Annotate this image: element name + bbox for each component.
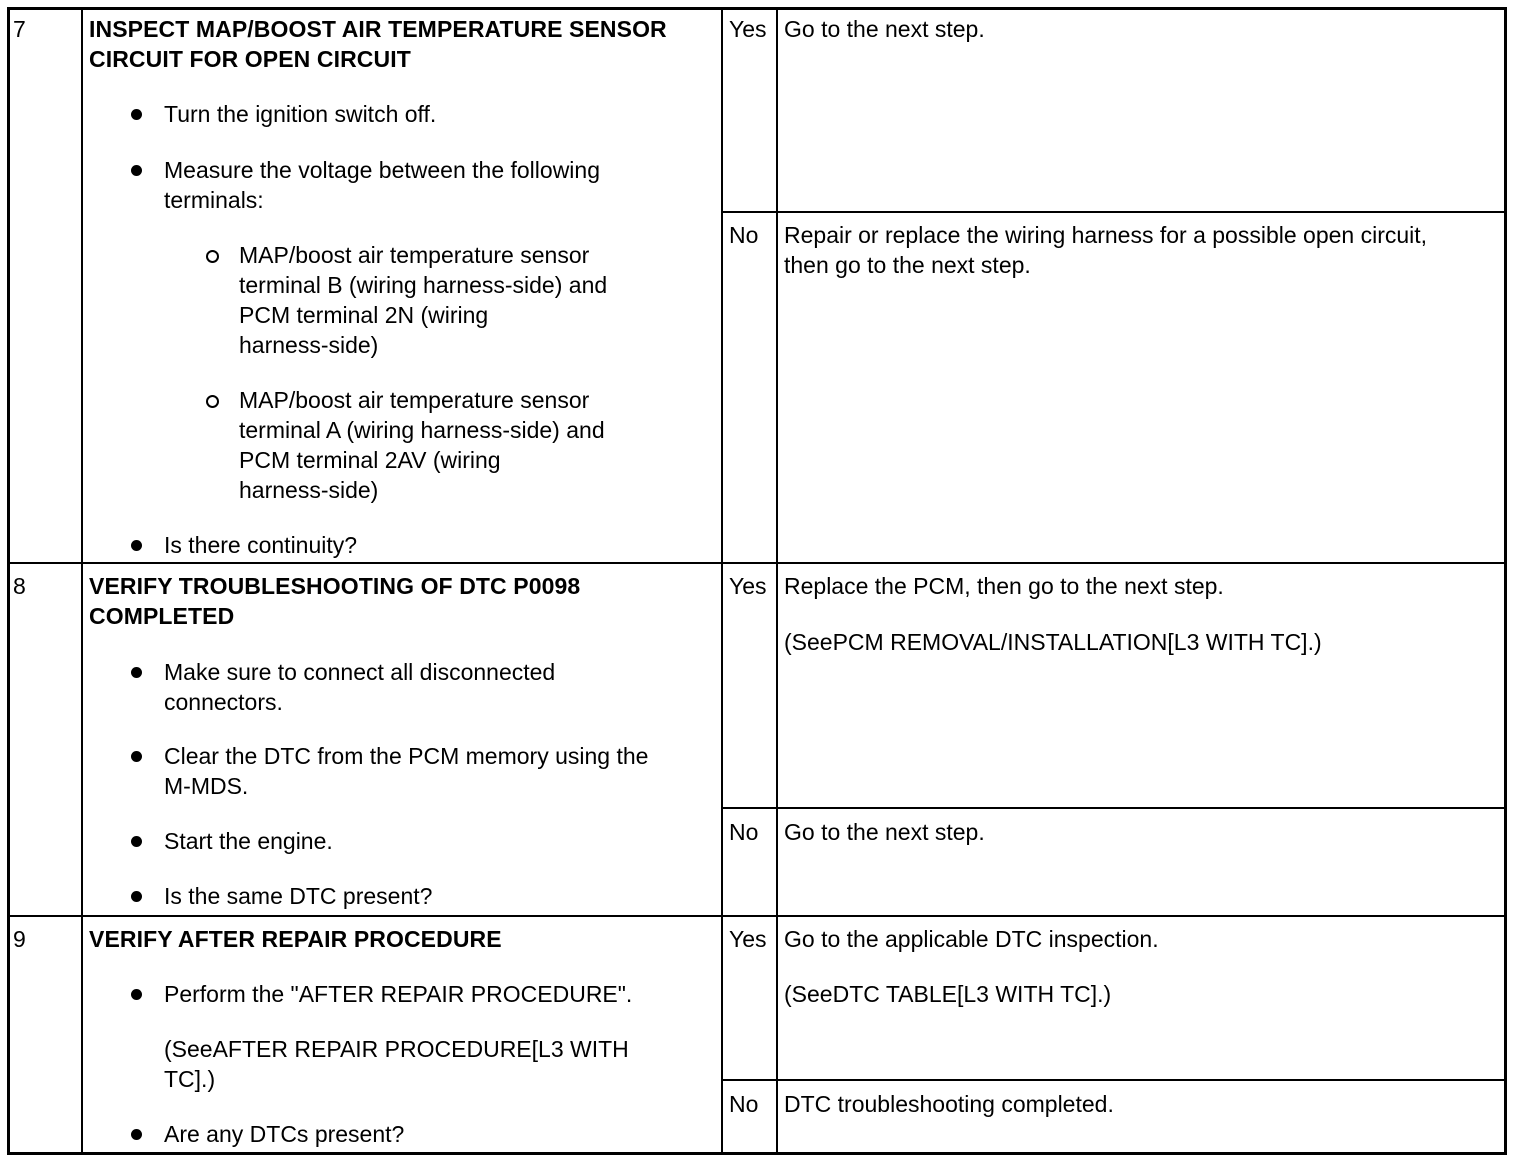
bullet-icon <box>131 109 142 120</box>
bullet-text: Turn the ignition switch off. <box>164 101 437 127</box>
action-no-line-1: Repair or replace the wiring harness for a possible open circuit, <box>784 222 1428 248</box>
answer-yes: Yes <box>729 16 767 42</box>
yes-no-divider-step-8 <box>722 807 1505 809</box>
answer-no: No <box>729 819 759 845</box>
yes-no-divider-step-9 <box>722 1079 1505 1081</box>
bullet-icon <box>131 891 142 902</box>
action-yes: Go to the applicable DTC inspection. <box>784 926 1159 952</box>
sub-bullet-text-line-2: terminal B (wiring harness-side) and <box>239 272 608 298</box>
step-title-line-2: COMPLETED <box>89 603 235 629</box>
bullet-reference-line-2: TC].) <box>164 1066 216 1092</box>
row-divider-step-8-9 <box>10 915 1505 917</box>
action-yes-reference: (SeeDTC TABLE[L3 WITH TC].) <box>784 981 1112 1007</box>
bullet-text: Start the engine. <box>164 828 333 854</box>
step-title: VERIFY AFTER REPAIR PROCEDURE <box>89 926 502 952</box>
action-yes: Replace the PCM, then go to the next step. <box>784 573 1224 599</box>
action-no: Go to the next step. <box>784 819 985 845</box>
row-divider-step-7-8 <box>10 562 1505 564</box>
bullet-icon <box>131 667 142 678</box>
sub-bullet-text-line-1: MAP/boost air temperature sensor <box>239 387 590 413</box>
sub-bullet-text-line-4: harness-side) <box>239 477 379 503</box>
bullet-icon <box>131 1129 142 1140</box>
bullet-icon <box>131 165 142 176</box>
bullet-icon <box>131 836 142 847</box>
column-divider-answer <box>776 10 778 1153</box>
sub-bullet-text-line-3: PCM terminal 2AV (wiring <box>239 447 501 473</box>
hollow-bullet-icon <box>206 395 219 408</box>
step-title-line-2: CIRCUIT FOR OPEN CIRCUIT <box>89 46 411 72</box>
action-yes: Go to the next step. <box>784 16 985 42</box>
action-no: DTC troubleshooting completed. <box>784 1091 1114 1117</box>
bullet-text: Are any DTCs present? <box>164 1121 405 1147</box>
step-title-line-1: INSPECT MAP/BOOST AIR TEMPERATURE SENSOR <box>89 16 667 42</box>
hollow-bullet-icon <box>206 250 219 263</box>
yes-no-divider-step-7 <box>722 211 1505 213</box>
bullet-text: Is there continuity? <box>164 532 358 558</box>
sub-bullet-text-line-1: MAP/boost air temperature sensor <box>239 242 590 268</box>
bullet-icon <box>131 751 142 762</box>
bullet-text-line-2: terminals: <box>164 187 264 213</box>
sub-bullet-text-line-4: harness-side) <box>239 332 379 358</box>
bullet-text: Perform the "AFTER REPAIR PROCEDURE". <box>164 981 633 1007</box>
answer-no: No <box>729 1091 759 1117</box>
answer-yes: Yes <box>729 926 767 952</box>
bullet-text-line-1: Measure the voltage between the following <box>164 157 601 183</box>
bullet-text-line-1: Clear the DTC from the PCM memory using the <box>164 743 649 769</box>
action-yes-reference: (SeePCM REMOVAL/INSTALLATION[L3 WITH TC].) <box>784 629 1322 655</box>
column-divider-procedure <box>721 10 723 1153</box>
step-number: 9 <box>13 926 26 952</box>
bullet-text: Is the same DTC present? <box>164 883 433 909</box>
action-no-line-2: then go to the next step. <box>784 252 1031 278</box>
bullet-icon <box>131 540 142 551</box>
bullet-text-line-2: connectors. <box>164 689 283 715</box>
sub-bullet-text-line-2: terminal A (wiring harness-side) and <box>239 417 605 443</box>
answer-no: No <box>729 222 759 248</box>
sub-bullet-text-line-3: PCM terminal 2N (wiring <box>239 302 489 328</box>
step-number: 8 <box>13 573 26 599</box>
step-title-line-1: VERIFY TROUBLESHOOTING OF DTC P0098 <box>89 573 581 599</box>
answer-yes: Yes <box>729 573 767 599</box>
bullet-icon <box>131 989 142 1000</box>
bullet-text-line-1: Make sure to connect all disconnected <box>164 659 556 685</box>
column-divider-step <box>81 10 83 1153</box>
bullet-reference-line-1: (SeeAFTER REPAIR PROCEDURE[L3 WITH <box>164 1036 629 1062</box>
step-number: 7 <box>13 16 26 42</box>
bullet-text-line-2: M-MDS. <box>164 773 249 799</box>
